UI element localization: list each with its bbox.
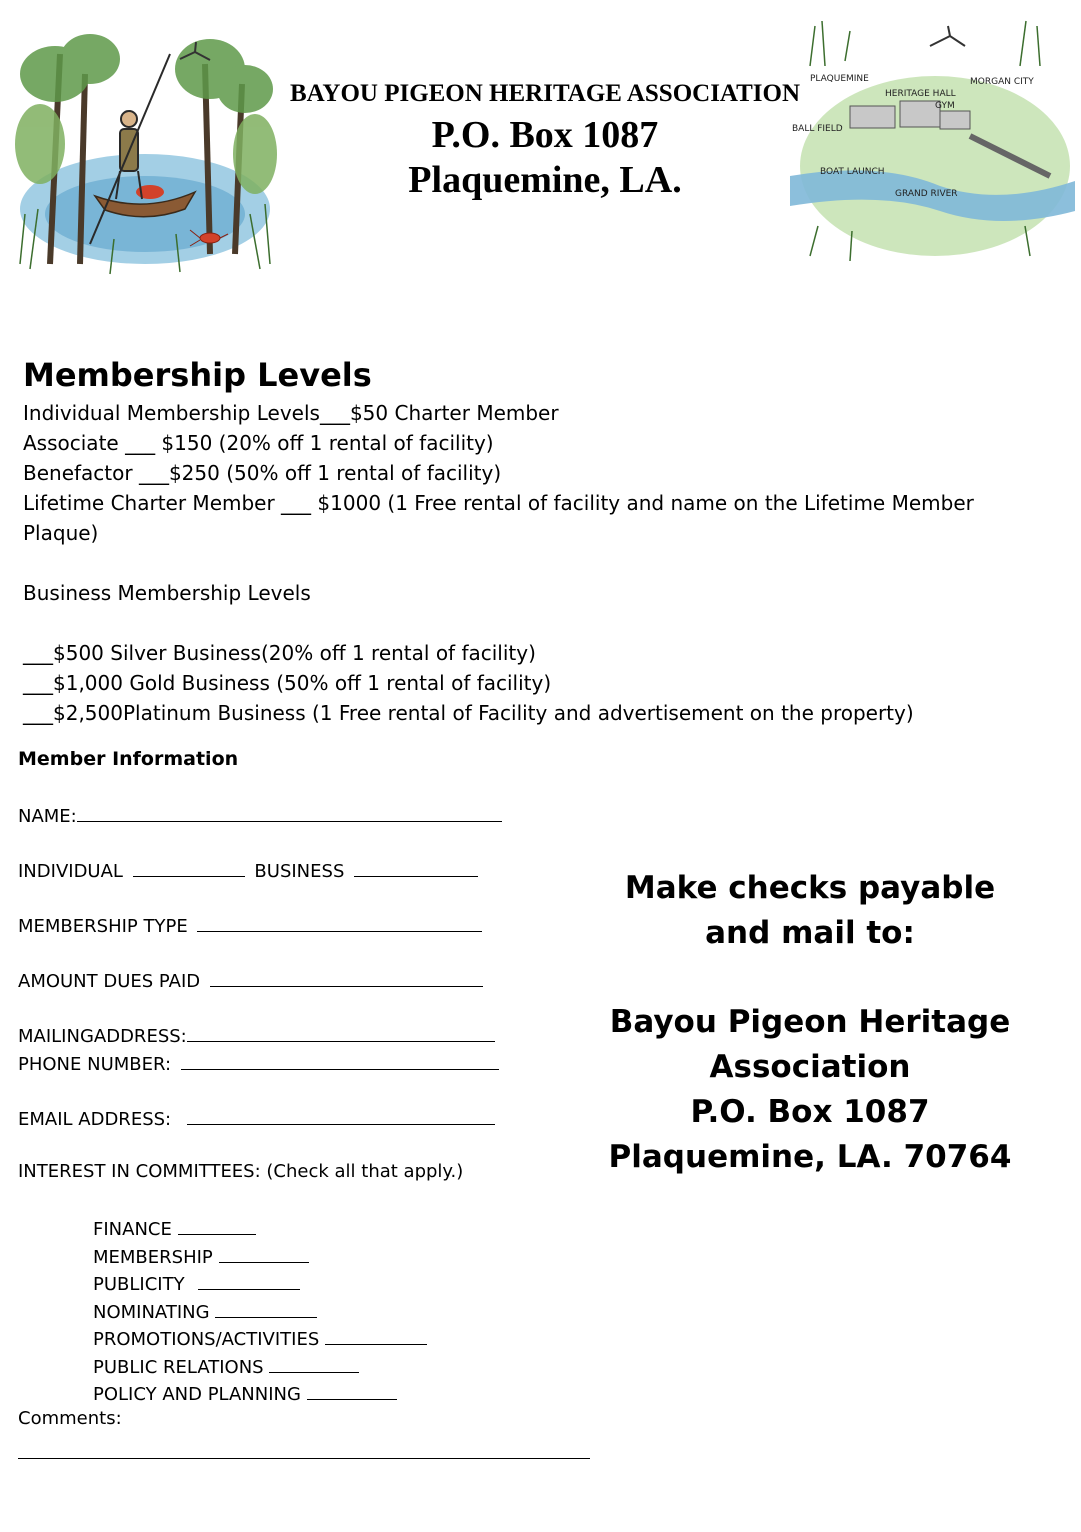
committees-label: INTEREST IN COMMITTEES: (Check all that apply.) (18, 1161, 464, 1182)
committee-item: FINANCE (93, 1216, 427, 1244)
committee-checkbox[interactable] (269, 1354, 359, 1373)
committee-checkbox[interactable] (325, 1326, 427, 1345)
payment-line: and mail to: (705, 915, 915, 951)
name-field[interactable] (77, 803, 502, 822)
phone-label: PHONE NUMBER: (18, 1054, 172, 1075)
mailing-field[interactable] (187, 1023, 495, 1042)
swamp-illustration (10, 14, 280, 282)
name-label: NAME: (18, 806, 77, 827)
business-line: ___$2,500Platinum Business (1 Free rental of Facility and advertisement on the property) (23, 701, 914, 725)
map-label: BOAT LAUNCH (820, 167, 885, 177)
email-label: EMAIL ADDRESS: (18, 1109, 172, 1130)
committee-item: POLICY AND PLANNING (93, 1381, 427, 1409)
level-line: Plaque) (23, 521, 99, 545)
committee-checkbox[interactable] (215, 1299, 317, 1318)
business-label: BUSINESS (254, 861, 345, 882)
individual-field[interactable] (133, 858, 245, 877)
committee-checkbox[interactable] (198, 1271, 300, 1290)
committee-checkbox[interactable] (178, 1216, 256, 1235)
payment-org: Association (709, 1049, 911, 1085)
committee-checkbox[interactable] (219, 1244, 309, 1263)
map-label: BALL FIELD (792, 124, 843, 134)
membership-heading: Membership Levels (23, 356, 372, 394)
map-label: GRAND RIVER (895, 189, 958, 199)
name-row (18, 803, 502, 827)
committee-item: MEMBERSHIP (93, 1244, 427, 1272)
payment-instructions (560, 866, 1060, 956)
amount-row (18, 968, 483, 992)
payment-city: Plaquemine, LA. 70764 (608, 1139, 1012, 1175)
membership-type-row (18, 913, 482, 937)
mailing-address-block (560, 1000, 1060, 1180)
individual-label: INDIVIDUAL (18, 861, 123, 882)
email-field[interactable] (187, 1106, 495, 1125)
map-label: HERITAGE HALL (885, 89, 956, 99)
committee-checkbox[interactable] (307, 1381, 397, 1400)
map-label: MORGAN CITY (970, 77, 1034, 87)
level-line: Lifetime Charter Member ___ $1000 (1 Free rental of facility and name on the Lifetime Member (23, 491, 974, 515)
level-line: Benefactor ___$250 (50% off 1 rental of facility) (23, 461, 502, 485)
committee-item: PROMOTIONS/ACTIVITIES (93, 1326, 427, 1354)
payment-po-box: P.O. Box 1087 (690, 1094, 930, 1130)
header-po-box: P.O. Box 1087 (431, 114, 659, 156)
business-field[interactable] (354, 858, 478, 877)
payment-line: Make checks payable (624, 870, 996, 906)
committee-item: NOMINATING (93, 1299, 427, 1327)
member-info-heading: Member Information (18, 748, 239, 770)
type-row (18, 858, 478, 882)
comments-field[interactable] (18, 1458, 590, 1459)
amount-label: AMOUNT DUES PAID (18, 971, 201, 992)
committee-item: PUBLIC RELATIONS (93, 1354, 427, 1382)
phone-field[interactable] (181, 1051, 499, 1070)
org-name: BAYOU PIGEON HERITAGE ASSOCIATION (289, 80, 801, 107)
comments-label: Comments: (18, 1408, 122, 1429)
amount-field[interactable] (210, 968, 483, 987)
payment-org: Bayou Pigeon Heritage (609, 1004, 1011, 1040)
level-line: Individual Membership Levels___$50 Charter Member (23, 401, 559, 425)
membership-levels (23, 398, 1023, 728)
membership-type-label: MEMBERSHIP TYPE (18, 916, 188, 937)
phone-row (18, 1051, 499, 1075)
mailing-row (18, 1023, 495, 1047)
business-line: ___$1,000 Gold Business (50% off 1 rental of facility) (23, 671, 552, 695)
mailing-label: MAILINGADDRESS: (18, 1026, 187, 1047)
business-line: ___$500 Silver Business(20% off 1 rental of facility) (23, 641, 536, 665)
map-label: GYM (935, 101, 955, 111)
header-city: Plaquemine, LA. (408, 159, 682, 201)
email-row (18, 1106, 495, 1130)
committee-item: PUBLICITY (93, 1271, 427, 1299)
map-label: PLAQUEMINE (810, 74, 869, 84)
membership-type-field[interactable] (197, 913, 482, 932)
business-heading: Business Membership Levels (23, 581, 311, 605)
level-line: Associate ___ $150 (20% off 1 rental of facility) (23, 431, 494, 455)
committee-list (93, 1216, 427, 1409)
